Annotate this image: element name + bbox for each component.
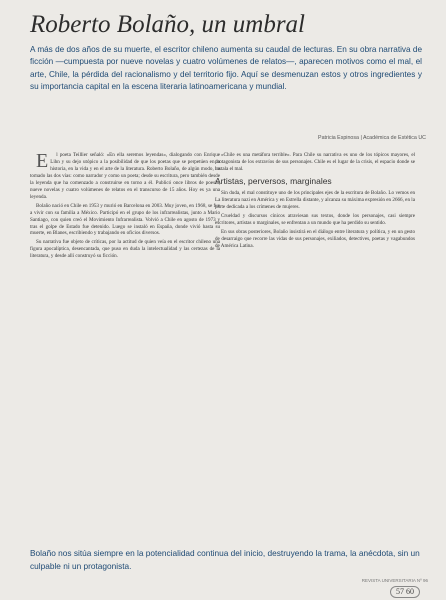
article-title: Roberto Bolaño, un umbral [30,11,305,38]
body-paragraph: E l poeta Teillier señaló: «En ella seremos leyendas», dialogando con Enrique Lihn y su dejo utópico a la posibilidad de que los poetas que se perpetúen en la historia, en la vida y en el arte de la literatura. Roberto Bolaño, de algún modo, ha tomado las dos vías: como narrador y como un poeta; desde su escritura, pero también desde la leyenda que ha comenzado a construirse en torno a él. Publicó once libros de poesía, nueve novelas y cuatro volúmenes de relatos en el transcurso de 15 años. Hoy es ya una leyenda. [30,150,220,200]
article-lead: A más de dos años de su muerte, el escritor chileno aumenta su caudal de lecturas. En su obra narrativa de ficción —cumpuesta por nueve novelas y cuatro volúmenes de relatos—, aparecen motivos como el mal, el arte, Chile, la pérdida del racionalismo y del territorio fijo. Aquí se desmenuzan estos y otros ingredientes y su importancia capital en la escena literaria latinoamericana y mundial. [30,45,422,91]
body-paragraph: Su narrativa fue objeto de críticas, por la actitud de quien veía en el escritor chileno una figura apocalíptica, desencantada, que puso en duda la intelectualidad y las certezas de la literatura, y desde allí construyó su ficción. [30,239,220,260]
page-number: 57 60 [390,586,420,598]
pull-quote: Bolaño nos sitúa siempre en la potencialidad continua del inicio, destruyendo la trama, la anécdota, sin un culpable ni un protagonista. [30,548,420,571]
author-credit: Patricia Espinosa | Académica de Estética UC [318,135,426,141]
footer-publication: REVISTA UNIVERSITARIA Nº 96 [361,578,428,583]
body-column-right [215,152,415,251]
body-column-left [30,152,220,262]
drop-cap: E [36,150,49,172]
body-paragraph: En sus obras posteriores, Bolaño insistirá en el diálogo entre literatura y política, y en un gesto de desarraigo que recorre las vidas de sus personajes, exiliados, detectives, poetas y vagabundos de América Latina. [215,228,415,249]
body-paragraph: Sin duda, el mal constituye uno de los principales ejes de la escritura de Bolaño. Lo vemos en La literatura nazi en América y en Estrella distante, y alcanza su máxima expresión en 2666, en la parte dedicada a los crímenes de mujeres. [215,189,415,210]
body-paragraph: Crueldad y discursos cínicos atraviesan sus textos, donde los personajes, casi siempre escritores, artistas o marginales, se enfrentan a un mundo que ha perdido su sentido. [215,212,415,226]
body-paragraph: «Chile es una metáfora terrible». Para Chile su narrativa es uno de los tópicos mayores, el protagonista de los extravíos de sus personajes. Chile es el lugar de la crisis, el espacio donde se instala el mal. [215,152,415,172]
section-subhead: Artistas, perversos, marginales [215,175,332,186]
body-paragraph: Bolaño nació en Chile en 1953 y murió en Barcelona en 2003. Muy joven, en 1968, se fue a vivir con su familia a México. Participó en el grupo de los infrarrealistas, junto a Mario Santiago, con quien creó el Movimiento Infrarrealista. Volvió a Chile en agosto de 1973 y tras el golpe de Estado fue detenido. Luego se instaló en España, donde vivió hasta su muerte, en Blanes, escribiendo y trabajando en oficios diversos. [30,202,220,237]
